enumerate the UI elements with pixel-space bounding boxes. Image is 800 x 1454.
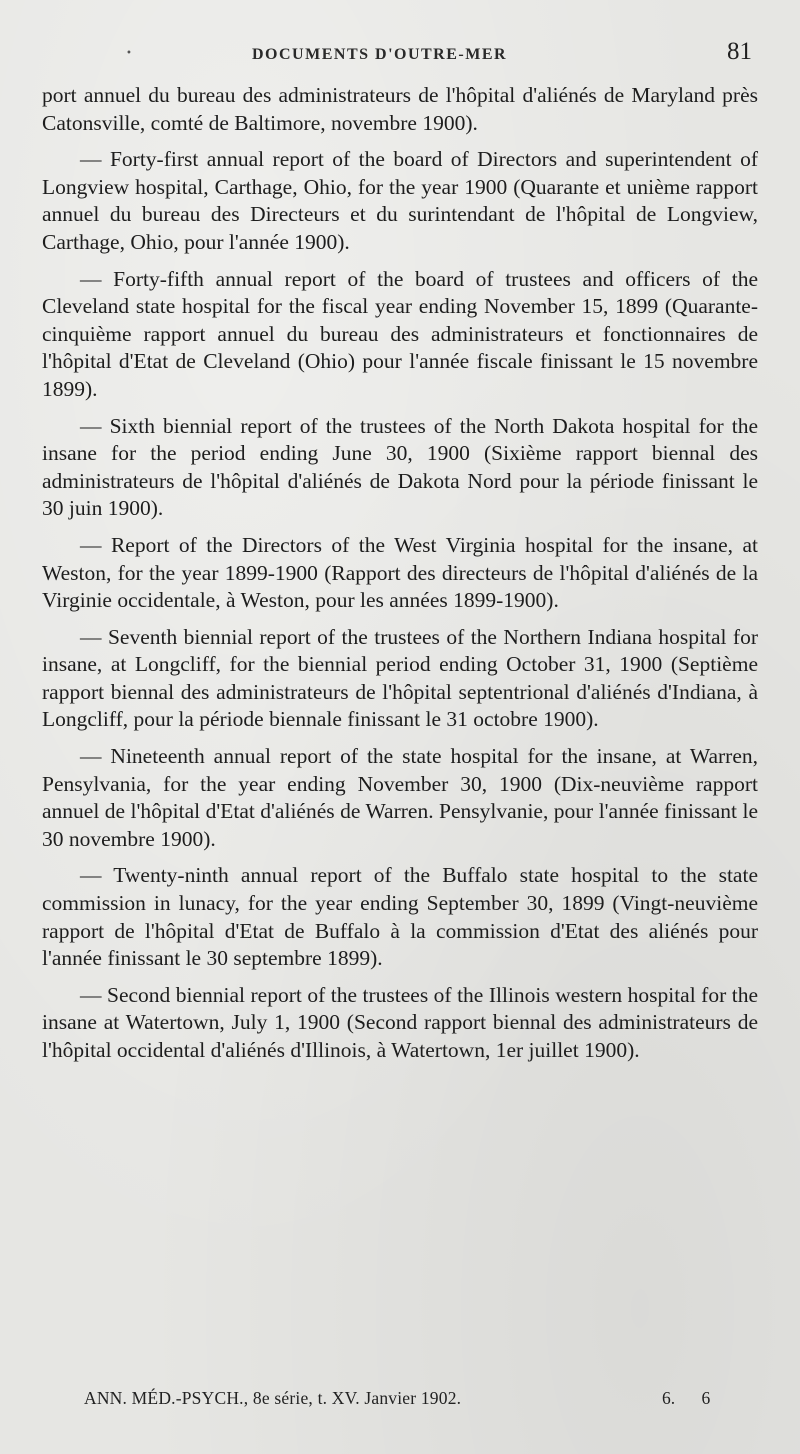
entry-paragraph: port annuel du bureau des administrateurs de l'hôpital d'aliénés de Maryland près Catonsville, comté de Baltimore, novembre 1900). (42, 83, 758, 135)
entry-paragraph: — Report of the Directors of the West Virginia hospital for the insane, at Weston, for the year 1899-1900 (Rapport des directeurs de l'hôpital d'aliénés de la Virginie occidentale, à Weston, pour les années 1899-1900). (42, 532, 758, 613)
page-number: 81 (727, 38, 752, 65)
entry-paragraph: — Forty-first annual report of the board of Directors and superintendent of Longview hospital, Carthage, Ohio, for the year 1900 (Quarante et unième rapport annuel du bureau des Directeurs et du surintendant de l'hôpital de Longview, Carthage, Ohio, pour l'année 1900). (42, 147, 758, 254)
footer-signature: 6. 6 (662, 1388, 711, 1408)
entry-paragraph: — Nineteenth annual report of the state hospital for the insane, at Warren, Pensylvania, for the year ending November 30, 1900 (Dix-neuvième rapport annuel de l'hôpital d'Etat d'aliénés de Warren. Pensylvanie, pour l'année finissant le 30 novembre 1900). (42, 744, 758, 851)
page-footer (0, 1388, 800, 1418)
entry-paragraph: — Twenty-ninth annual report of the Buffalo state hospital to the state commission in lunacy, for the year ending September 30, 1899 (Vingt-neuvième rapport de l'hôpital d'Etat de Buffalo à la commission d'Etat des aliénés pour l'année finissant le 30 septembre 1899). (42, 863, 758, 971)
entry-paragraph: — Second biennial report of the trustees of the Illinois western hospital for the insane at Watertown, July 1, 1900 (Second rapport biennal des administrateurs de l'hôpital occidental d'aliénés d'Illinois, à Watertown, 1er juillet 1900). (42, 982, 758, 1062)
running-head (0, 38, 800, 72)
entry-paragraph: — Forty-fifth annual report of the board of trustees and officers of the Cleveland state hospital for the fiscal year ending November 15, 1899 (Quarante-cinquième rapport annuel du bureau des administrateurs et fonctionnaires de l'hôpital d'Etat de Cleveland (Ohio) pour l'année fiscale finissant le 15 novembre 1899). (42, 266, 758, 401)
entry-paragraph: — Sixth biennial report of the trustees of the North Dakota hospital for the insane for the period ending June 30, 1900 (Sixième rapport biennal des administrateurs de l'hôpital d'aliénés de Dakota Nord pour la période finissant le 30 juin 1900). (42, 413, 758, 521)
bullet-mark: • (126, 48, 132, 59)
running-head-title: DOCUMENTS D'OUTRE-MER (252, 46, 508, 63)
footer-citation: ANN. MÉD.-PSYCH., 8e série, t. XV. Janvier 1902. (84, 1388, 462, 1408)
body-text (42, 82, 758, 1074)
entry-paragraph: — Seventh biennial report of the trustees of the Northern Indiana hospital for insane, at Longcliff, for the biennial period ending October 31, 1900 (Septième rapport biennal des administrateurs de l'hôpital septentrional d'aliénés d'Indiana, à Longcliff, pour la période biennale finissant le 31 octobre 1900). (42, 624, 758, 732)
